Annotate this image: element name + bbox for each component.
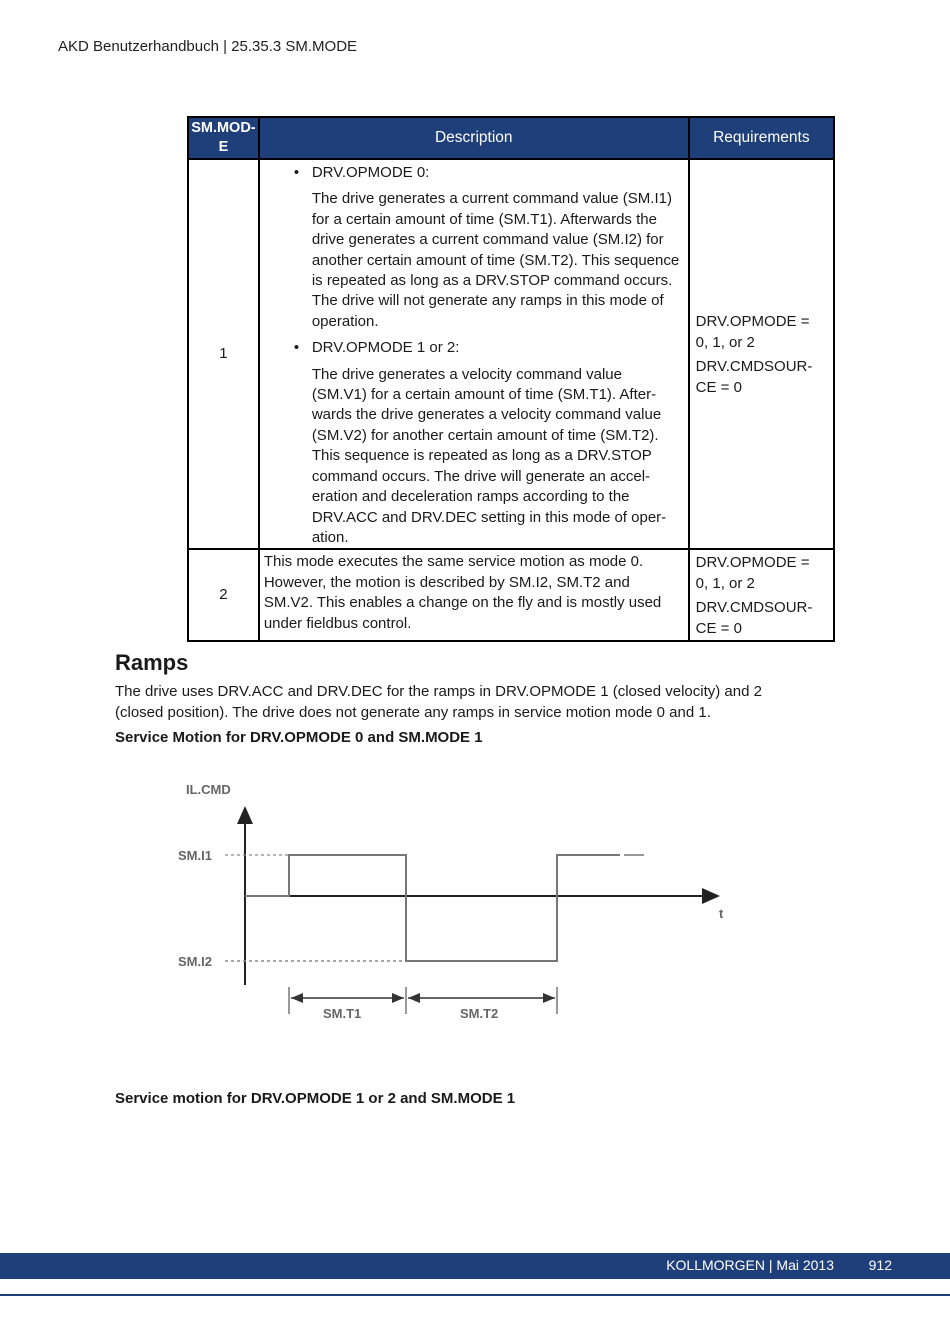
header-description: Description: [259, 117, 689, 159]
row1-mode: 1: [188, 159, 259, 549]
text-line: ation.: [311, 528, 349, 546]
text-line: This sequence is repeated as long as a DRV.STOP: [311, 447, 652, 465]
row1-description: [259, 159, 689, 549]
page-number: 912: [868, 1257, 892, 1273]
arrow-right-icon: [543, 993, 555, 1003]
text-line: CE = 0: [695, 378, 742, 396]
footer-bar: [0, 1253, 950, 1279]
bullet1-heading: DRV.OPMODE 0:: [311, 164, 430, 181]
level-label-low: SM.I2: [178, 954, 212, 969]
table-header-row: [188, 117, 834, 159]
text-line: eration and deceleration ramps according to the: [311, 488, 630, 506]
req-opmode: [696, 312, 829, 353]
text-line: The drive generates a velocity command value: [311, 365, 622, 383]
bullet2-heading: DRV.OPMODE 1 or 2:: [311, 339, 460, 357]
footer-brand-date: KOLLMORGEN | Mai 2013: [666, 1257, 834, 1273]
req-cmdsource: [696, 598, 829, 639]
text-line: However, the motion is described by SM.I2, SM.T2 and: [263, 573, 630, 591]
bullet-item: [264, 338, 684, 358]
bullet-dot: •: [293, 164, 300, 181]
command-waveform: [245, 855, 620, 961]
text-line: for a certain amount of time (SM.T1). Afterwards the: [311, 210, 657, 228]
text-line: is repeated as long as a DRV.STOP command occurs.: [311, 272, 673, 290]
section-heading-ramps: Ramps: [115, 650, 189, 675]
bullet-dot: •: [293, 339, 300, 357]
row2-mode: 2: [188, 549, 259, 641]
duration-label-t1: SM.T1: [323, 1006, 362, 1021]
table-row: [188, 549, 834, 641]
text-line: DRV.OPMODE =: [695, 554, 810, 572]
ramps-paragraph: [115, 682, 815, 723]
text-line: DRV.CMDSOUR-: [695, 599, 813, 617]
text-line: SM.V2. This enables a change on the fly and is mostly used: [263, 594, 662, 612]
bullet2-text: [264, 365, 684, 549]
text-line: wards the drive generates a velocity command value: [311, 406, 662, 424]
arrow-left-icon: [408, 993, 420, 1003]
row2-requirements: [689, 549, 834, 641]
bullet-item: [264, 163, 684, 183]
bullet1-text: [264, 189, 684, 332]
duration-label-t2: SM.T2: [460, 1006, 499, 1021]
text-line: (SM.V2) for another certain amount of time (SM.T2).: [311, 426, 659, 444]
header-mode-line1: SM.MOD-: [191, 120, 256, 136]
text-line: The drive will not generate any ramps in this mode of: [311, 292, 664, 310]
req-opmode: [696, 553, 829, 594]
text-line: (SM.V1) for a certain amount of time (SM.T1). After-: [311, 386, 657, 404]
footer-rule: [0, 1294, 950, 1296]
text-line: 0, 1, or 2: [695, 574, 755, 592]
text-line: CE = 0: [695, 619, 742, 637]
text-line: DRV.ACC and DRV.DEC setting in this mode of oper-: [311, 508, 667, 526]
text-line: operation.: [311, 312, 379, 330]
y-axis-label: IL.CMD: [186, 782, 231, 797]
row1-requirements: [689, 159, 834, 549]
subheading-opmode12: Service motion for DRV.OPMODE 1 or 2 and SM.MODE 1: [115, 1090, 516, 1107]
header-mode-line2: E: [218, 139, 229, 155]
text-line: The drive uses DRV.ACC and DRV.DEC for the ramps in DRV.OPMODE 1 (closed velocity) and 2: [115, 683, 762, 700]
arrow-right-icon: [392, 993, 404, 1003]
text-line: 0, 1, or 2: [695, 333, 755, 351]
arrow-left-icon: [291, 993, 303, 1003]
text-line: DRV.OPMODE =: [695, 313, 810, 331]
text-line: DRV.CMDSOUR-: [695, 358, 813, 376]
header-requirements: Requirements: [689, 117, 834, 159]
level-label-high: SM.I1: [178, 848, 212, 863]
service-motion-diagram: [170, 770, 750, 1040]
text-line: This mode executes the same service motion as mode 0.: [263, 553, 644, 571]
text-line: another certain amount of time (SM.T2). This sequence: [311, 251, 680, 269]
req-cmdsource: [696, 357, 829, 398]
row2-description: [259, 549, 689, 641]
table-row: [188, 159, 834, 549]
text-line: The drive generates a current command value (SM.I1): [311, 190, 672, 208]
header-sm-mode: [188, 117, 259, 159]
text-line: drive generates a current command value (SM.I2) for: [311, 231, 664, 249]
text-line: command occurs. The drive will generate an accel-: [311, 467, 651, 485]
text-line: (closed position). The drive does not generate any ramps in service motion mode 0 and 1.: [115, 703, 711, 721]
running-head: AKD Benutzerhandbuch | 25.35.3 SM.MODE: [58, 38, 358, 55]
subheading-opmode0: Service Motion for DRV.OPMODE 0 and SM.MODE 1: [115, 729, 483, 746]
x-axis-label: t: [719, 906, 724, 921]
text-line: under fieldbus control.: [263, 614, 412, 632]
sm-mode-table: [187, 116, 835, 642]
